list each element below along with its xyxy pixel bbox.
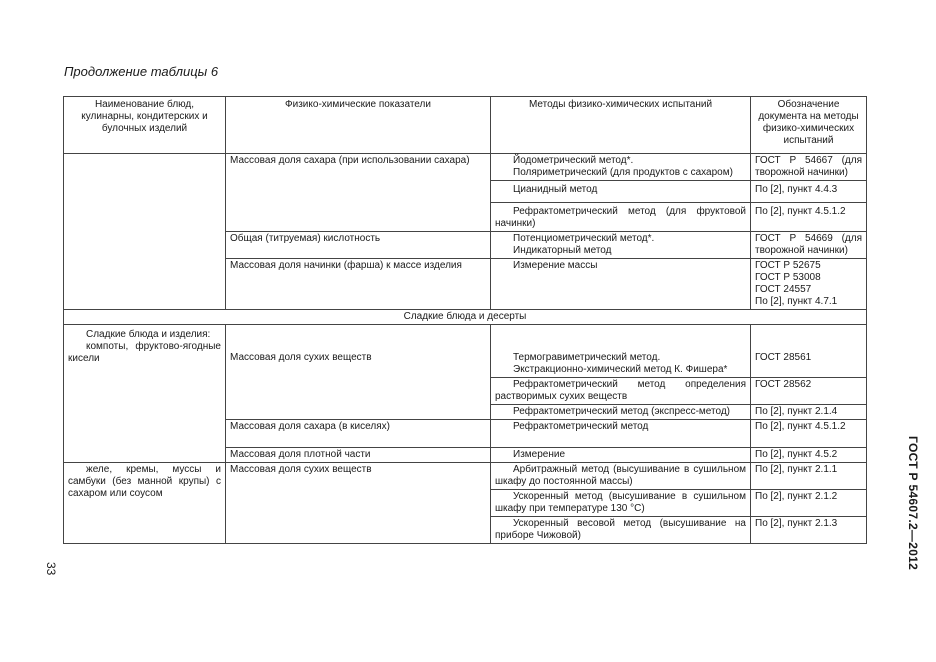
indicator-cell: Массовая доля сухих веществ — [226, 463, 491, 544]
indicator-cell: Массовая доля сахара (в киселях) — [226, 420, 491, 448]
document-cell: По [2], пункт 2.1.3 — [751, 517, 867, 544]
header-dish-name: Наименование блюд, кулинарны, кондитерских и булочных изделий — [64, 97, 226, 154]
document-cell: По [2], пункт 2.1.4 — [751, 405, 867, 420]
method-cell: Цианидный метод — [491, 181, 751, 203]
method-cell: Йодометрический метод*. Поляриметрический (для продуктов с сахаром) — [491, 154, 751, 181]
document-cell: По [2], пункт 4.4.3 — [751, 181, 867, 203]
method-cell: Потенциометрический метод*. Индикаторный метод — [491, 232, 751, 259]
header-row — [64, 97, 867, 154]
method-cell: Рефрактометрический метод (экспресс-метод) — [491, 405, 751, 420]
document-cell: ГОСТ Р 52675 ГОСТ Р 53008 ГОСТ 24557 По [2], пункт 4.7.1 — [751, 259, 867, 310]
dish-cell: желе, кремы, муссы и самбуки (без манной крупы) с сахаром или соусом — [64, 463, 226, 544]
method-cell: Рефрактометрический метод — [491, 420, 751, 448]
method-cell: Термогравиметрический метод. Экстракционно-химический метод К. Фишера* — [491, 325, 751, 378]
header-document: Обозначение документа на методы физико-химических испытаний — [751, 97, 867, 154]
method-cell: Ускоренный метод (высушивание в сушильном шкафу при температуре 130 °С) — [491, 490, 751, 517]
method-cell: Ускоренный весовой метод (высушивание на приборе Чижовой) — [491, 517, 751, 544]
table-row — [64, 325, 867, 378]
indicator-cell: Массовая доля плотной части — [226, 448, 491, 463]
page-number: 33 — [44, 562, 58, 576]
document-cell: ГОСТ 28562 — [751, 378, 867, 405]
method-cell: Измерение массы — [491, 259, 751, 310]
method-cell: Арбитражный метод (высушивание в сушильном шкафу до постоянной массы) — [491, 463, 751, 490]
document-cell: ГОСТ Р 54669 (для творожной начинки) — [751, 232, 867, 259]
standard-side-label: ГОСТ Р 54607.2—2012 — [906, 436, 920, 571]
dish-cell: Сладкие блюда и изделия: компоты, фруктово-ягодные кисели — [64, 325, 226, 463]
method-cell: Измерение — [491, 448, 751, 463]
dish-cell-empty — [64, 154, 226, 310]
document-cell: По [2], пункт 2.1.2 — [751, 490, 867, 517]
table-caption: Продолжение таблицы 6 — [64, 64, 219, 79]
table-row — [64, 463, 867, 490]
document-cell: По [2], пункт 4.5.2 — [751, 448, 867, 463]
indicator-cell: Массовая доля сухих веществ — [226, 325, 491, 420]
indicator-cell: Массовая доля начинки (фарша) к массе изделия — [226, 259, 491, 310]
document-cell: ГОСТ Р 54667 (для творожной начинки) — [751, 154, 867, 181]
method-cell: Рефрактометрический метод определения растворимых сухих веществ — [491, 378, 751, 405]
document-cell: По [2], пункт 4.5.1.2 — [751, 203, 867, 232]
method-cell: Рефрактометрический метод (для фруктовой начинки) — [491, 203, 751, 232]
header-indicators: Физико-химические показатели — [226, 97, 491, 154]
document-cell: По [2], пункт 2.1.1 — [751, 463, 867, 490]
document-cell: По [2], пункт 4.5.1.2 — [751, 420, 867, 448]
document-cell: ГОСТ 28561 — [751, 325, 867, 378]
standards-table — [63, 96, 867, 544]
section-title: Сладкие блюда и десерты — [64, 310, 867, 325]
header-methods: Методы физико-химических испытаний — [491, 97, 751, 154]
table-row — [64, 154, 867, 181]
section-row — [64, 310, 867, 325]
indicator-cell: Массовая доля сахара (при использовании сахара) — [226, 154, 491, 232]
indicator-cell: Общая (титруемая) кислотность — [226, 232, 491, 259]
